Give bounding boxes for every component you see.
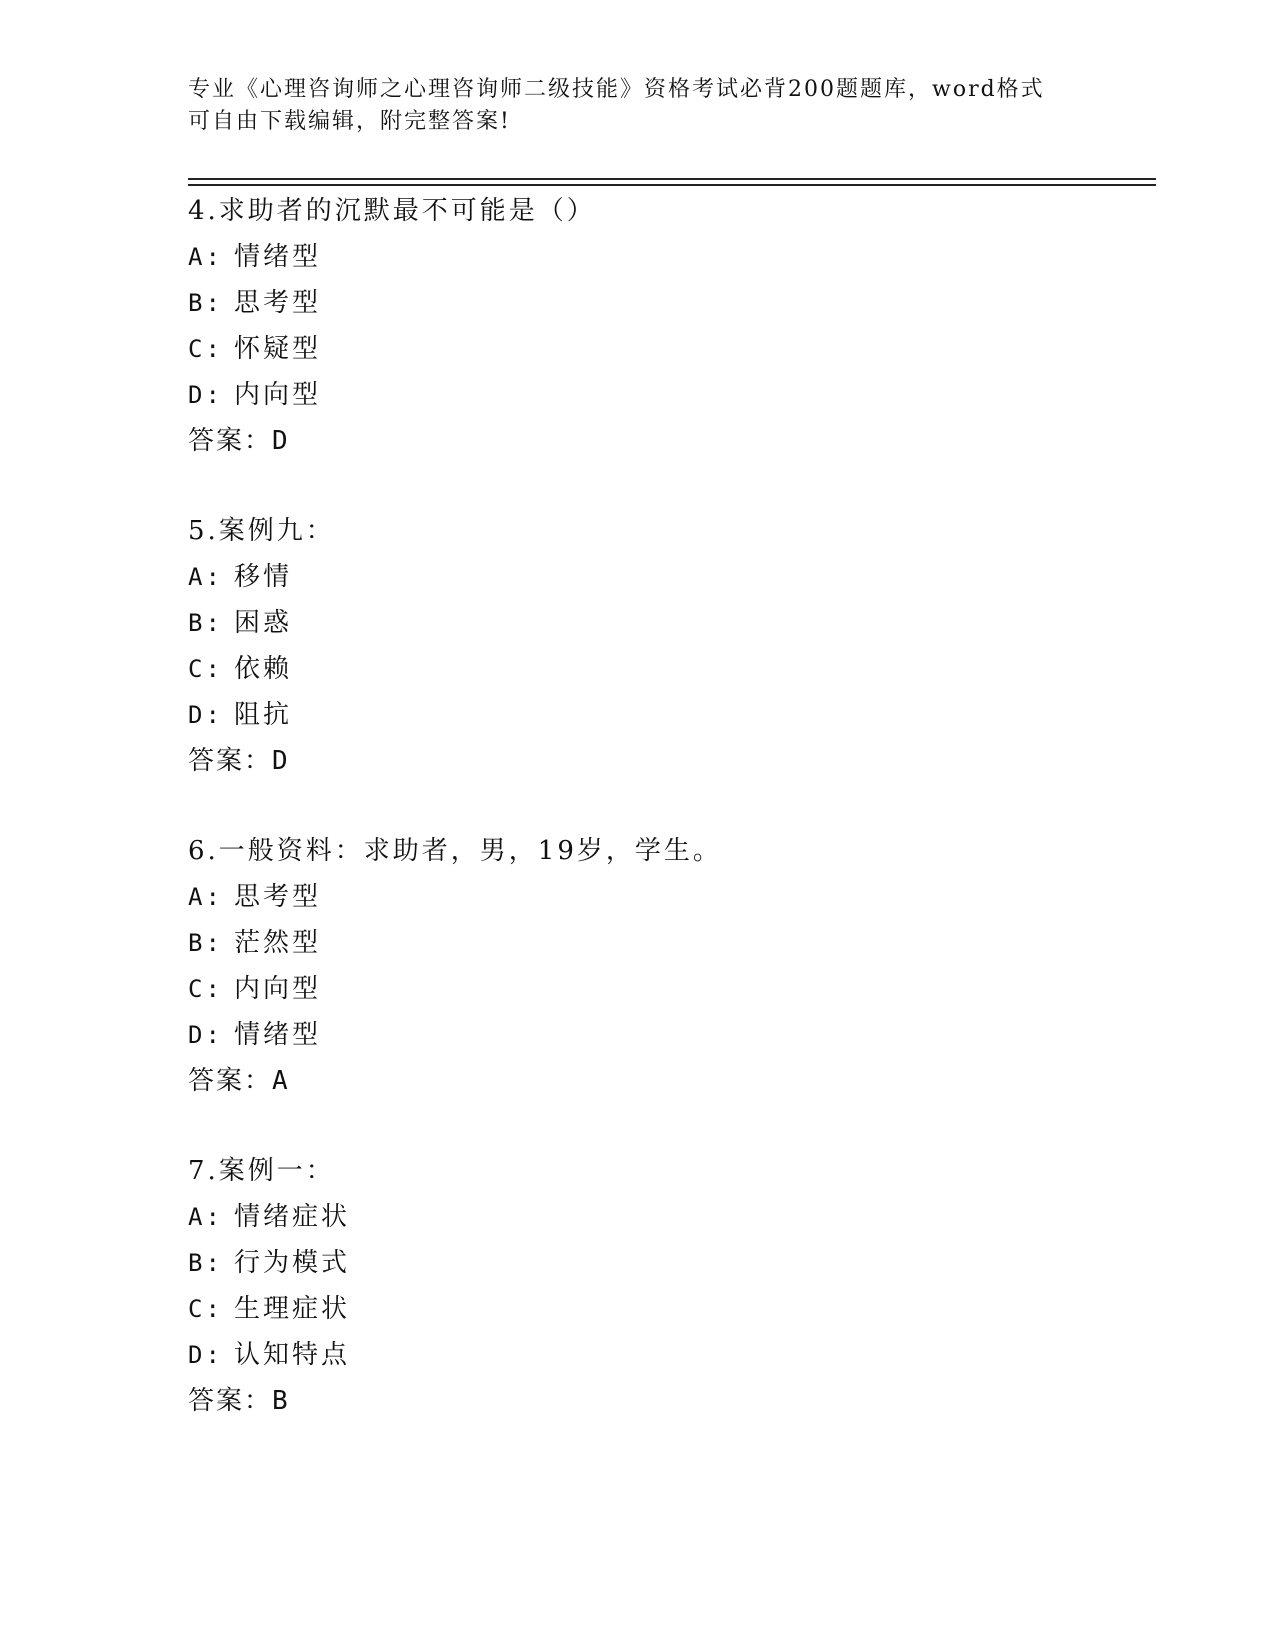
option-c	[188, 966, 1148, 1012]
option-c	[188, 646, 1148, 692]
option-letter: B:	[188, 609, 223, 637]
answer-value: D	[272, 426, 290, 456]
option-text: 困惑	[234, 608, 293, 638]
option-text: 怀疑型	[234, 334, 322, 364]
option-a	[188, 554, 1148, 600]
header-line-2: 可自由下载编辑，附完整答案!	[188, 109, 511, 134]
option-text: 思考型	[234, 288, 322, 318]
header-line-1: 专业《心理咨询师之心理咨询师二级技能》资格考试必背200题题库，word格式	[188, 77, 1045, 102]
option-text: 阻抗	[234, 700, 293, 730]
answer-line	[188, 1058, 1148, 1104]
option-a	[188, 234, 1148, 280]
option-d	[188, 1012, 1148, 1058]
option-text: 内向型	[234, 380, 322, 410]
option-text: 情绪型	[234, 242, 322, 272]
option-letter: D:	[188, 381, 223, 409]
question-title: 5.案例九：	[188, 516, 335, 546]
answer-line	[188, 738, 1148, 784]
answer-value: B	[272, 1386, 290, 1416]
answer-value: A	[272, 1066, 290, 1096]
option-text: 认知特点	[234, 1340, 351, 1370]
option-text: 内向型	[234, 974, 322, 1004]
option-letter: D:	[188, 701, 223, 729]
option-d	[188, 692, 1148, 738]
document-header	[188, 74, 1078, 138]
answer-line	[188, 1378, 1148, 1424]
option-text: 茫然型	[234, 928, 322, 958]
option-letter: B:	[188, 1249, 223, 1277]
answer-label: 答案：	[188, 1066, 273, 1096]
option-letter: A:	[188, 883, 223, 911]
option-text: 行为模式	[234, 1248, 351, 1278]
option-c	[188, 1286, 1148, 1332]
option-letter: A:	[188, 563, 223, 591]
option-c	[188, 326, 1148, 372]
option-b	[188, 1240, 1148, 1286]
answer-label: 答案：	[188, 746, 273, 776]
option-letter: C:	[188, 655, 223, 683]
option-letter: A:	[188, 1203, 223, 1231]
question-title: 7.案例一：	[188, 1156, 335, 1186]
answer-value: D	[272, 746, 290, 776]
option-b	[188, 280, 1148, 326]
option-text: 情绪型	[234, 1020, 322, 1050]
option-d	[188, 1332, 1148, 1378]
option-letter: D:	[188, 1021, 223, 1049]
option-b	[188, 600, 1148, 646]
option-letter: C:	[188, 975, 223, 1003]
question-block	[188, 1148, 1148, 1424]
option-a	[188, 874, 1148, 920]
option-letter: B:	[188, 289, 223, 317]
option-text: 生理症状	[234, 1294, 351, 1324]
answer-line	[188, 418, 1148, 464]
option-text: 移情	[234, 562, 293, 592]
option-a	[188, 1194, 1148, 1240]
header-divider-top	[188, 178, 1156, 180]
option-text: 思考型	[234, 882, 322, 912]
option-text: 情绪症状	[234, 1202, 351, 1232]
option-letter: C:	[188, 335, 223, 363]
question-block	[188, 188, 1148, 464]
option-letter: C:	[188, 1295, 223, 1323]
option-b	[188, 920, 1148, 966]
question-block	[188, 828, 1148, 1104]
question-block	[188, 508, 1148, 784]
header-divider-bottom	[188, 184, 1156, 186]
option-letter: B:	[188, 929, 223, 957]
answer-label: 答案：	[188, 426, 273, 456]
option-d	[188, 372, 1148, 418]
question-title: 6.一般资料：求助者，男，19岁，学生。	[188, 836, 722, 866]
option-letter: A:	[188, 243, 223, 271]
answer-label: 答案：	[188, 1386, 273, 1416]
option-letter: D:	[188, 1341, 223, 1369]
option-text: 依赖	[234, 654, 293, 684]
question-title: 4.求助者的沉默最不可能是（）	[188, 196, 596, 226]
